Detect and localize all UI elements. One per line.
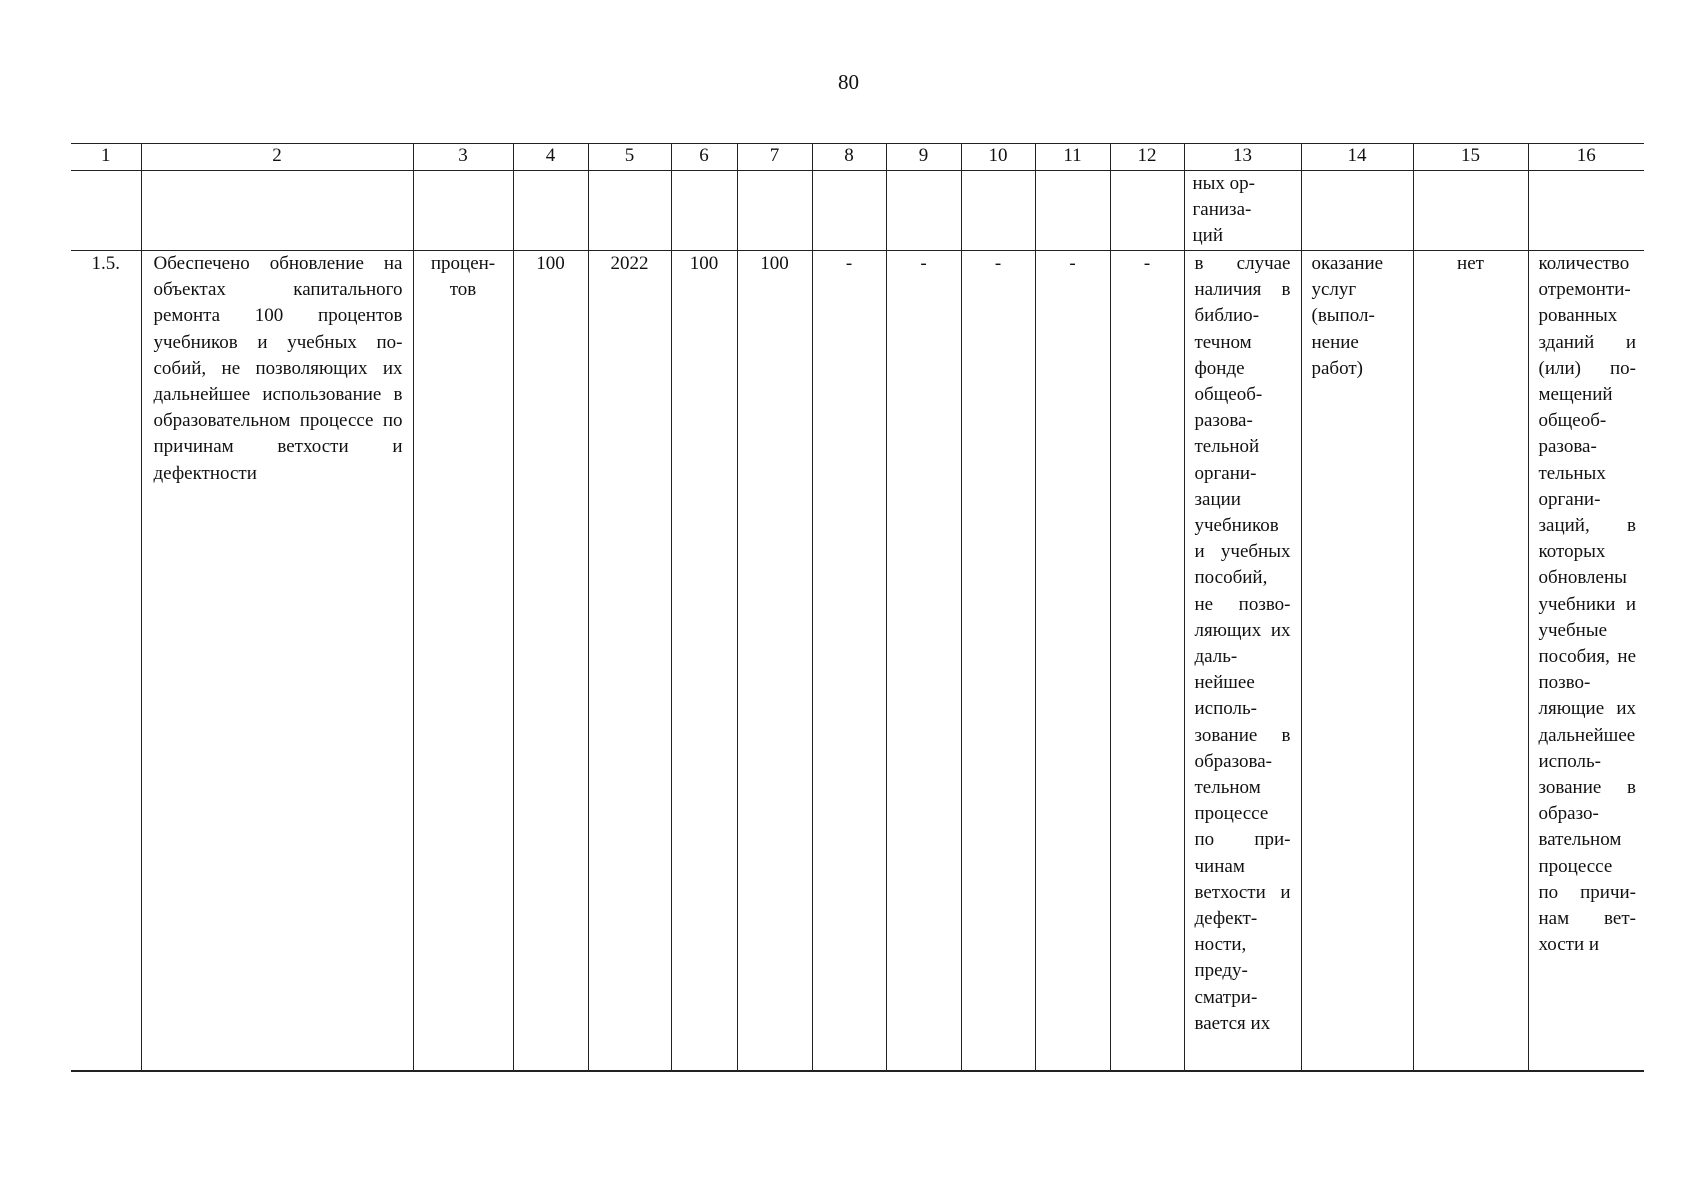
column-header: 2: [141, 144, 413, 171]
table-cell: [737, 171, 812, 251]
value-col-11: -: [1035, 251, 1110, 1072]
value-col-15: нет: [1413, 251, 1528, 1072]
column-header: 15: [1413, 144, 1528, 171]
value-col-7: 100: [737, 251, 812, 1072]
column-header: 7: [737, 144, 812, 171]
page-number: 80: [838, 70, 859, 94]
table-cell: [1035, 171, 1110, 251]
continuation-text: ных ор- ганиза- ций: [1184, 171, 1301, 251]
table-cell: [1110, 171, 1184, 251]
table-cell: [812, 171, 886, 251]
table-cell: [413, 171, 513, 251]
column-header: 5: [588, 144, 671, 171]
value-col-9: -: [886, 251, 961, 1072]
table-cell: [71, 171, 141, 251]
table-cell: [588, 171, 671, 251]
column-header: 12: [1110, 144, 1184, 171]
column-header: 10: [961, 144, 1035, 171]
column-header: 1: [71, 144, 141, 171]
value-col-12: -: [1110, 251, 1184, 1072]
table-cell: [141, 171, 413, 251]
column-header: 9: [886, 144, 961, 171]
column-header: 13: [1184, 144, 1301, 171]
column-number-row: [71, 144, 1644, 171]
table-cell: [671, 171, 737, 251]
document-table: [71, 143, 1644, 1072]
year-col-5: 2022: [588, 251, 671, 1072]
row-number: 1.5.: [71, 251, 141, 1072]
table-cell: [961, 171, 1035, 251]
table-cell: [1413, 171, 1528, 251]
value-col-10: -: [961, 251, 1035, 1072]
column-header: 3: [413, 144, 513, 171]
value-col-8: -: [812, 251, 886, 1072]
continuation-row: [71, 171, 1644, 251]
activity-type: оказание услуг (выпол- нение работ): [1301, 251, 1413, 1072]
column-header: 11: [1035, 144, 1110, 171]
condition-text: в случае наличия в библиотечном фонде общеобразовательной организации учебников и учебных пособий, не позволяющих их дальнейшее использование в образовательном процессе по причинам ветхости и дефектности, предусматривается их: [1184, 251, 1301, 1072]
column-header: 14: [1301, 144, 1413, 171]
unit-of-measure: процен- тов: [413, 251, 513, 1072]
table-cell: [1528, 171, 1644, 251]
indicator-text: количество отремонтированных зданий и (или) помещений общеобразовательных организаций, в которых обновлены учебники и учебные пособия, не позволяющие их дальнейшее использование в образовательном процессе по причинам ветхости и: [1528, 251, 1644, 1072]
column-header: 4: [513, 144, 588, 171]
table-cell: [513, 171, 588, 251]
value-col-6: 100: [671, 251, 737, 1072]
table-row: [71, 251, 1644, 1072]
table-cell: [886, 171, 961, 251]
column-header: 8: [812, 144, 886, 171]
table-cell: [1301, 171, 1413, 251]
column-header: 6: [671, 144, 737, 171]
value-col-4: 100: [513, 251, 588, 1072]
column-header: 16: [1528, 144, 1644, 171]
result-description: Обеспечено обновление на объектах капитального ремонта 100 процентов учебников и учебных пособий, не позволяющих их дальнейшее использование в образовательном процессе по причинам ветхости и дефектности: [141, 251, 413, 1072]
